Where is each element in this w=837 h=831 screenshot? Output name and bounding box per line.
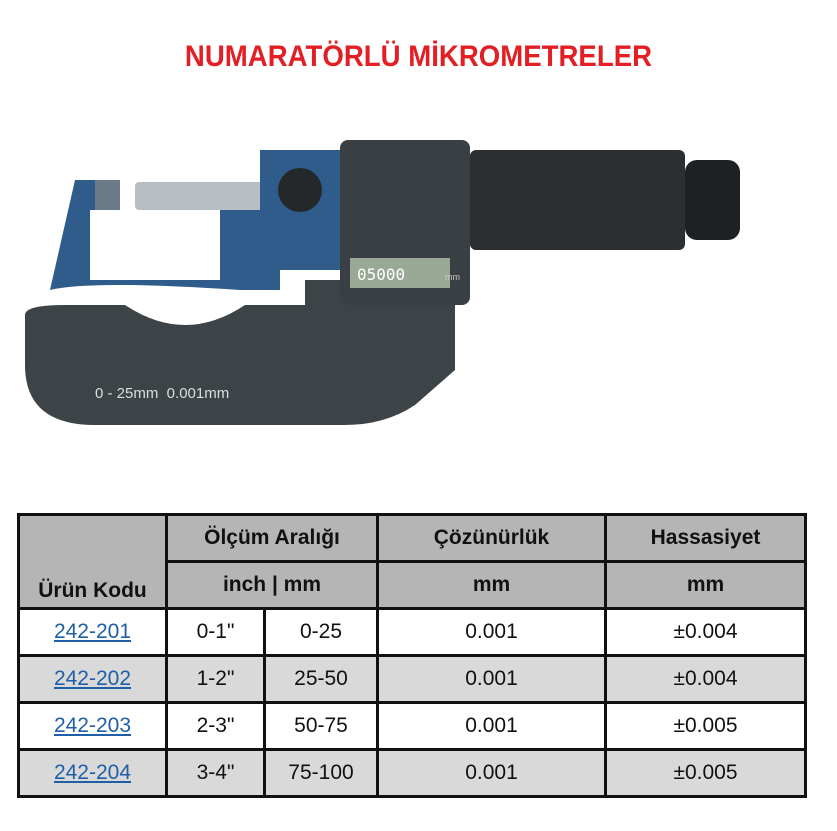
product-link[interactable]: 242-202: [53, 667, 132, 690]
resolution-cell: 0.001: [378, 609, 606, 656]
resolution-cell: 0.001: [378, 656, 606, 703]
accuracy-cell: ±0.005: [606, 750, 806, 797]
header-range: Ölçüm Aralığı: [167, 515, 378, 562]
product-link[interactable]: 242-203: [53, 714, 132, 737]
page-title: NUMARATÖRLÜ MİKROMETRELER: [184, 40, 653, 73]
header-resolution: Çözünürlük: [378, 515, 606, 562]
header-accuracy: Hassasiyet: [606, 515, 806, 562]
mm-cell: 25-50: [265, 656, 378, 703]
spec-table: [17, 513, 807, 798]
header-accuracy-unit: mm: [606, 562, 806, 609]
accuracy-cell: ±0.004: [606, 609, 806, 656]
table-row: [19, 750, 806, 797]
header-code: Ürün Kodu: [19, 515, 167, 609]
micrometer-image: [15, 130, 755, 460]
header-range-sub: inch | mm: [167, 562, 378, 609]
inch-cell: 1-2": [167, 656, 265, 703]
counter-display: 05000: [357, 265, 406, 284]
mm-cell: 50-75: [265, 703, 378, 750]
resolution-cell: 0.001: [378, 703, 606, 750]
table-row: [19, 656, 806, 703]
inch-cell: 3-4": [167, 750, 265, 797]
header-resolution-unit: mm: [378, 562, 606, 609]
product-link[interactable]: 242-201: [53, 620, 132, 643]
inch-cell: 0-1": [167, 609, 265, 656]
table-row: [19, 703, 806, 750]
mm-cell: 0-25: [265, 609, 378, 656]
accuracy-cell: ±0.005: [606, 703, 806, 750]
table-row: [19, 609, 806, 656]
mm-cell: 75-100: [265, 750, 378, 797]
product-link[interactable]: 242-204: [53, 761, 132, 784]
inch-cell: 2-3": [167, 703, 265, 750]
counter-unit: mm: [445, 272, 460, 282]
resolution-cell: 0.001: [378, 750, 606, 797]
frame-label: 0 - 25mm 0.001mm: [95, 385, 230, 402]
accuracy-cell: ±0.004: [606, 656, 806, 703]
